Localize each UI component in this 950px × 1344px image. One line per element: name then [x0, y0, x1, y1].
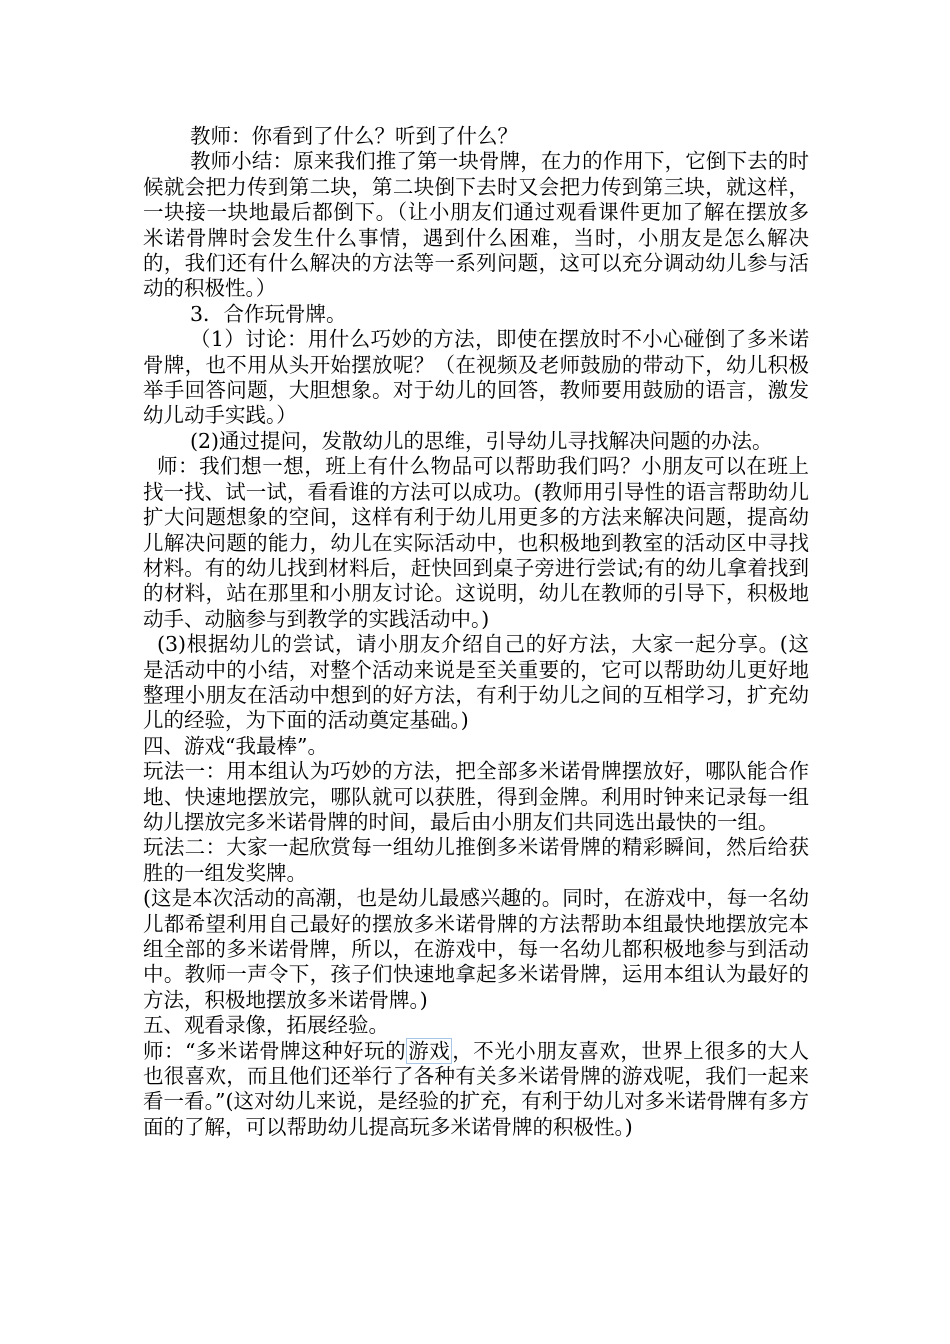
paragraph-teacher-summary: 教师小结：原来我们推了第一块骨牌，在力的作用下，它倒下去的时候就会把力传到第二块，第二块倒下去时又会把力传到第三块，就这样，一块接一块地最后都倒下。（让小朋友们通过观看课件更加了解在摆放多米诺骨牌时会发生什么事情，遇到什么困难，当时，小朋友是怎么解决的，我们还有什么解决的方法等一系列问题，这可以充分调动幼儿参与活动的积极性。）	[143, 149, 809, 301]
heading-section-5: 五、观看录像，拓展经验。	[143, 1013, 389, 1038]
paragraph-question-2: (2)通过提问，发散幼儿的思维，引导幼儿寻找解决问题的办法。	[190, 428, 773, 453]
game-link[interactable]: 游戏	[408, 1038, 451, 1063]
paragraph-watch-video	[143, 1039, 809, 1141]
paragraph-sharing-3: (3)根据幼儿的尝试，请小朋友介绍自己的好方法，大家一起分享。(这是活动中的小结，对整个活动来说是至关重要的，它可以帮助幼儿更好地整理小朋友在活动中想到的好方法，有利于幼儿之间的互相学习，扩充幼儿的经验，为下面的活动奠定基础。)	[143, 632, 809, 733]
paragraph-section-3-heading: 3．合作玩骨牌。	[190, 301, 347, 326]
paragraph-play-method-2: 玩法二：大家一起欣赏每一组幼儿推倒多米诺骨牌的精彩瞬间，然后给获胜的一组发奖牌。	[143, 835, 809, 885]
paragraph-discussion-1: （1）讨论：用什么巧妙的方法，即使在摆放时不小心碰倒了多米诺骨牌，也不用从头开始摆放呢？（在视频及老师鼓励的带动下，幼儿积极举手回答问题，大胆想象。对于幼儿的回答，教师要用鼓励的语言，激发幼儿动手实践。）	[143, 327, 809, 428]
watch-video-text-end: ，不光小朋友喜欢，世界上很多的大人也很喜欢，而且他们还举行了各种有关多米诺骨牌的游戏呢，我们一起来看一看。”(这对幼儿来说，是经验的扩充，有利于幼儿对多米诺骨牌有多方面的了解，可以帮助幼儿提高玩多米诺骨牌的积极性。)	[143, 1038, 810, 1139]
paragraph-activity-climax: (这是本次活动的高潮，也是幼儿最感兴趣的。同时，在游戏中，每一名幼儿都希望利用自己最好的摆放多米诺骨牌的方法帮助本组最快地摆放完本组全部的多米诺骨牌，所以，在游戏中，每一名幼儿都积极地参与到活动中。教师一声令下，孩子们快速地拿起多米诺骨牌，运用本组认为最好的方法，积极地摆放多米诺骨牌。)	[143, 886, 809, 1012]
paragraph-teacher-question: 教师：你看到了什么？听到了什么？	[190, 124, 518, 148]
paragraph-teacher-prompt: 师：我们想一想，班上有什么物品可以帮助我们吗？小朋友可以在班上找一找、试一试，看看谁的方法可以成功。(教师用引导性的语言帮助幼儿扩大问题想象的空间，这样有利于幼儿用更多的方法来解决问题，提高幼儿解决问题的能力，幼儿在实际活动中，也积极地到教室的活动区中寻找材料。有的幼儿找到材料后，赶快回到桌子旁进行尝试;有的幼儿拿着找到的材料，站在那里和小朋友讨论。这说明，幼儿在教师的引导下，积极地动手、动脑参与到教学的实践活动中。)	[143, 454, 809, 631]
paragraph-play-method-1: 玩法一：用本组认为巧妙的方法，把全部多米诺骨牌摆放好，哪队能合作地、快速地摆放完，哪队就可以获胜，得到金牌。利用时钟来记录每一组幼儿摆放完多米诺骨牌的时间，最后由小朋友们共同选出最快的一组。	[143, 759, 809, 834]
heading-section-4: 四、游戏“我最棒”。	[143, 733, 328, 758]
watch-video-text-start: 师：“多米诺骨牌这种好玩的	[143, 1038, 407, 1063]
document-body	[143, 124, 809, 1140]
